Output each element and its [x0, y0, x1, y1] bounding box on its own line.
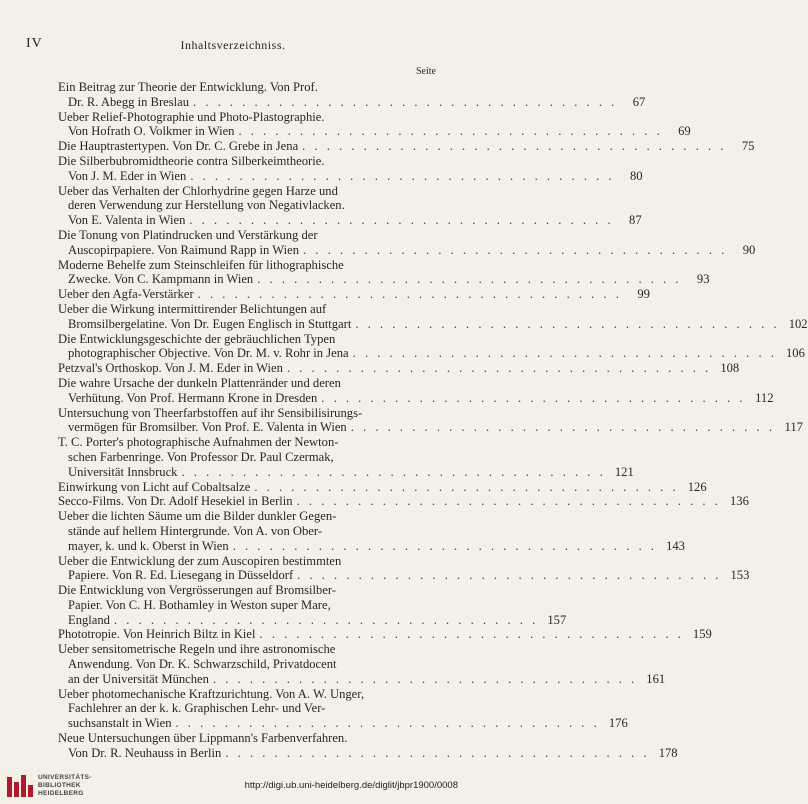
toc-entry-text: Papier. Von C. H. Bothamley in Weston super Mare,: [68, 597, 331, 612]
toc-entry-line: [58, 435, 444, 450]
leader-dots: . . . . . . . . . . . . . . . . . . . . . . . . . . . . . . . . . . .: [190, 168, 615, 183]
toc-entry-line: [58, 598, 444, 613]
toc-entry-line: [58, 376, 444, 391]
toc-entry-line: [58, 316, 808, 332]
toc-entry-line: [58, 110, 444, 125]
toc-entry-line: [58, 198, 444, 213]
toc-entry-line: [58, 524, 444, 539]
table-of-contents: [58, 80, 808, 761]
source-url-link[interactable]: http://digi.ub.uni-heidelberg.de/diglit/jbpr1900/0008: [244, 780, 458, 791]
toc-page-number: 75: [741, 139, 755, 154]
toc-page-number: 80: [629, 168, 643, 183]
toc-entry-line: [58, 406, 444, 421]
leader-dots: . . . . . . . . . . . . . . . . . . . . . . . . . . . . . . . . . . .: [225, 745, 650, 760]
toc-entry: [58, 139, 755, 154]
toc-page-number: 87: [629, 213, 642, 228]
university-library-logo-icon: [6, 774, 36, 800]
toc-entry-text: Verhütung. Von Prof. Hermann Krone in Dresden: [68, 390, 318, 405]
toc-entry-line: [58, 94, 646, 110]
running-head: Inhaltsverzeichniss.: [180, 38, 286, 52]
toc-entry-text: T. C. Porter's photographische Aufnahmen der Newton-: [58, 435, 339, 450]
toc-page-number: 136: [729, 494, 749, 509]
leader-dots: . . . . . . . . . . . . . . . . . . . . . . . . . . . . . . . . . . .: [296, 494, 721, 509]
toc-entry-text: Phototropie. Von Heinrich Biltz in Kiel: [58, 627, 256, 642]
library-logo-line: UNIVERSITÄTS-: [38, 774, 92, 781]
toc-entry-line: [58, 657, 444, 672]
library-logo-line: HEIDELBERG: [38, 790, 84, 797]
toc-entry-text: photographischer Objective. Von Dr. M. v. Rohr in Jena: [68, 346, 349, 361]
toc-page-number: 112: [755, 390, 774, 405]
toc-entry-line: [58, 479, 707, 495]
toc-entry-text: Papiere. Von R. Ed. Liesegang in Düsseldorf: [68, 568, 294, 583]
toc-entry-line: [58, 642, 444, 657]
toc-entry: [58, 642, 666, 686]
toc-entry-text: Dr. R. Abegg in Breslau: [68, 94, 190, 109]
toc-entry-line: [58, 332, 444, 347]
toc-entry-line: [58, 583, 444, 598]
leader-dots: . . . . . . . . . . . . . . . . . . . . . . . . . . . . . . . . . . .: [175, 716, 600, 731]
toc-entry-line: [58, 390, 774, 406]
toc-entry-line: [58, 258, 444, 273]
leader-dots: . . . . . . . . . . . . . . . . . . . . . . . . . . . . . . . . . . .: [352, 346, 777, 361]
toc-entry: [58, 361, 740, 376]
toc-entry-text: Moderne Behelfe zum Steinschleifen für lithographische: [58, 257, 344, 272]
leader-dots: . . . . . . . . . . . . . . . . . . . . . . . . . . . . . . . . . . .: [257, 272, 682, 287]
toc-entry-line: [58, 612, 567, 628]
toc-entry-text: Die Entwicklung von Vergrösserungen auf Bromsilber-: [58, 583, 337, 598]
toc-page-number: 159: [692, 627, 712, 642]
toc-entry-line: [58, 168, 643, 184]
leader-dots: . . . . . . . . . . . . . . . . . . . . . . . . . . . . . . . . . . .: [297, 568, 722, 583]
toc-entry-line: [58, 213, 642, 228]
toc-entry-text: Zwecke. Von C. Kampmann in Wien: [68, 272, 254, 287]
toc-entry-text: Bromsilbergelatine. Von Dr. Eugen Englisch in Stuttgart: [68, 316, 352, 331]
toc-entry-line: [58, 124, 691, 139]
toc-entry-text: Fachlehrer an der k. k. Graphischen Lehr- und Ver-: [68, 701, 326, 716]
toc-entry-text: Von J. M. Eder in Wien: [68, 168, 187, 183]
toc-entry-text: Von E. Valenta in Wien: [68, 213, 186, 228]
toc-entry-line: [58, 302, 444, 317]
toc-entry-line: [58, 242, 756, 258]
toc-entry-text: Secco-Films. Von Dr. Adolf Hesekiel in Berlin: [58, 494, 293, 509]
toc-entry-text: Die Hauptrastertypen. Von Dr. C. Grebe in Jena: [58, 139, 299, 154]
leader-dots: . . . . . . . . . . . . . . . . . . . . . . . . . . . . . . . . . . .: [189, 213, 614, 228]
toc-entry-line: [58, 671, 666, 687]
toc-page-number: 99: [637, 287, 650, 302]
toc-entry-text: mayer, k. und k. Oberst in Wien: [68, 538, 229, 553]
toc-entry-line: [58, 568, 750, 583]
toc-entry: [58, 405, 803, 436]
toc-entry-text: Neue Untersuchungen über Lippmann's Farbenverfahren.: [58, 731, 348, 746]
toc-entry: [58, 109, 691, 140]
toc-entry-text: Untersuchung von Theerfarbstoffen auf ihr Sensibilisirungs-: [58, 405, 363, 420]
toc-entry-line: [58, 464, 634, 480]
toc-entry-text: Die Silberbubromidtheorie contra Silberkeimtheorie.: [58, 153, 325, 168]
toc-entry-text: Ueber die lichten Säume um die Bilder dunkler Gegen-: [58, 509, 337, 524]
toc-entry-text: schen Farbenringe. Von Professor Dr. Paul Czermak,: [68, 449, 334, 464]
leader-dots: . . . . . . . . . . . . . . . . . . . . . . . . . . . . . . . . . . .: [238, 124, 663, 139]
toc-page-number: 161: [646, 671, 666, 686]
page-number: IV: [26, 36, 43, 51]
toc-entry-text: Von Dr. R. Neuhauss in Berlin: [68, 745, 222, 760]
toc-entry-line: [58, 701, 444, 716]
toc-entry: [58, 553, 750, 584]
toc-entry: [58, 80, 646, 110]
leader-dots: . . . . . . . . . . . . . . . . . . . . . . . . . . . . . . . . . . .: [303, 242, 728, 257]
toc-entry: [58, 509, 685, 553]
toc-entry: [58, 686, 628, 731]
toc-entry-line: [58, 554, 444, 569]
toc-entry-text: deren Verwendung zur Herstellung von Negativlacken.: [68, 198, 345, 213]
leader-dots: . . . . . . . . . . . . . . . . . . . . . . . . . . . . . . . . . . .: [193, 94, 618, 109]
toc-entry-line: [58, 509, 444, 524]
toc-entry-text: Petzval's Orthoskop. Von J. M. Eder in Wien: [58, 361, 283, 376]
toc-entry-line: [58, 627, 712, 642]
leader-dots: . . . . . . . . . . . . . . . . . . . . . . . . . . . . . . . . . . .: [232, 538, 657, 553]
footer: [0, 770, 466, 804]
toc-entry: [58, 435, 634, 479]
toc-entry-text: Ueber das Verhalten der Chlorhydrine gegen Harze und: [58, 183, 338, 198]
toc-entry-text: an der Universität München: [68, 671, 209, 686]
toc-page-number: 121: [614, 464, 634, 479]
toc-entry: [58, 287, 650, 302]
toc-entry: [58, 731, 678, 761]
toc-entry-line: [58, 154, 444, 169]
toc-entry: [58, 331, 805, 362]
toc-entry-line: [58, 80, 444, 95]
toc-entry-line: [58, 228, 444, 243]
toc-entry-line: [58, 687, 444, 702]
toc-entry: [58, 479, 707, 495]
toc-page-number: 126: [687, 479, 707, 494]
toc-entry-line: [58, 287, 650, 302]
toc-entry: [58, 227, 756, 258]
leader-dots: . . . . . . . . . . . . . . . . . . . . . . . . . . . . . . . . . . .: [350, 420, 775, 435]
toc-page-number: 67: [632, 94, 646, 109]
leader-dots: . . . . . . . . . . . . . . . . . . . . . . . . . . . . . . . . . . .: [302, 139, 727, 154]
toc-entry-text: Ueber photomechanische Kraftzurichtung. Von A. W. Unger,: [58, 686, 365, 701]
leader-dots: . . . . . . . . . . . . . . . . . . . . . . . . . . . . . . . . . . .: [355, 316, 780, 331]
toc-entry-line: [58, 346, 805, 361]
toc-page-number: 106: [786, 346, 805, 361]
toc-entry: [58, 494, 749, 509]
toc-entry-text: Die wahre Ursache der dunkeln Plattenränder und deren: [58, 375, 341, 390]
toc-page-number: 108: [720, 361, 740, 376]
toc-entry-line: [58, 420, 803, 435]
toc-page-number: 93: [696, 272, 710, 287]
toc-entry-text: Die Entwicklungsgeschichte der gebräuchlichen Typen: [58, 331, 336, 346]
library-logo-line: BIBLIOTHEK: [38, 782, 81, 789]
toc-entry-line: [58, 450, 444, 465]
toc-entry-line: [58, 272, 710, 287]
leader-dots: . . . . . . . . . . . . . . . . . . . . . . . . . . . . . . . . . . .: [254, 479, 679, 494]
leader-dots: . . . . . . . . . . . . . . . . . . . . . . . . . . . . . . . . . . .: [286, 361, 712, 376]
toc-page-number: 178: [658, 745, 678, 760]
toc-entry-text: Universität Innsbruck: [68, 464, 178, 479]
toc-entry-text: Ueber sensitometrische Regeln und ihre astronomische: [58, 642, 336, 657]
toc-page-number: 143: [666, 538, 685, 553]
toc-entry-text: Anwendung. Von Dr. K. Schwarzschild, Privatdocent: [68, 657, 337, 672]
toc-entry-text: Ueber den Agfa-Verstärker: [58, 287, 194, 302]
toc-page-number: 90: [742, 242, 756, 257]
toc-entry-text: Ein Beitrag zur Theorie der Entwicklung. Von Prof.: [58, 80, 318, 94]
toc-page-number: 157: [547, 612, 567, 627]
toc-entry-text: stände auf hellem Hintergrunde. Von A. von Ober-: [68, 523, 323, 538]
leader-dots: . . . . . . . . . . . . . . . . . . . . . . . . . . . . . . . . . . .: [113, 612, 539, 627]
toc-entry-text: Einwirkung von Licht auf Cobaltsalze: [58, 479, 251, 494]
toc-entry-text: Die Tonung von Platindrucken und Verstärkung der: [58, 227, 318, 242]
toc-entry-text: Ueber die Entwicklung der zum Auscopiren bestimmten: [58, 553, 342, 568]
toc-entry-text: Von Hofrath O. Volkmer in Wien: [68, 124, 235, 139]
toc-entry: [58, 257, 710, 288]
leader-dots: . . . . . . . . . . . . . . . . . . . . . . . . . . . . . . . . . . .: [212, 671, 638, 686]
toc-entry-line: [58, 716, 628, 731]
toc-page-number: 153: [730, 568, 750, 583]
toc-entry-text: Ueber Relief-Photographie und Photo-Plastographie.: [58, 109, 325, 124]
toc-entry-line: [58, 361, 740, 376]
toc-entry-line: [58, 139, 755, 154]
toc-entry-line: [58, 494, 749, 509]
toc-entry-text: suchsanstalt in Wien: [68, 716, 172, 731]
toc-page-number: 176: [608, 716, 628, 731]
leader-dots: . . . . . . . . . . . . . . . . . . . . . . . . . . . . . . . . . . .: [321, 390, 746, 405]
toc-entry-line: [58, 745, 678, 761]
toc-entry-line: [58, 184, 444, 199]
toc-entry-line: [58, 731, 444, 746]
toc-entry: [58, 583, 567, 627]
leader-dots: . . . . . . . . . . . . . . . . . . . . . . . . . . . . . . . . . . .: [181, 464, 606, 479]
toc-entry-line: [58, 538, 685, 554]
toc-entry-text: England: [68, 612, 110, 627]
library-logo-text: [38, 774, 92, 798]
toc-entry: [58, 183, 642, 228]
toc-page-number: 69: [678, 124, 691, 139]
toc-page-number: 102: [788, 316, 808, 331]
toc-entry: [58, 301, 808, 332]
toc-entry-text: Ueber die Wirkung intermittirender Belichtungen auf: [58, 301, 327, 316]
toc-page-number: 117: [784, 420, 803, 435]
leader-dots: . . . . . . . . . . . . . . . . . . . . . . . . . . . . . . . . . . .: [259, 627, 684, 642]
leader-dots: . . . . . . . . . . . . . . . . . . . . . . . . . . . . . . . . . . .: [197, 287, 622, 302]
toc-entry: [58, 153, 643, 184]
toc-entry-text: vermögen für Bromsilber. Von Prof. E. Valenta in Wien: [68, 420, 347, 435]
toc-entry: [58, 627, 712, 642]
toc-entry: [58, 375, 774, 406]
page-column-label: Seite: [416, 66, 436, 77]
toc-entry-text: Auscopirpapiere. Von Raimund Rapp in Wien: [68, 242, 300, 257]
